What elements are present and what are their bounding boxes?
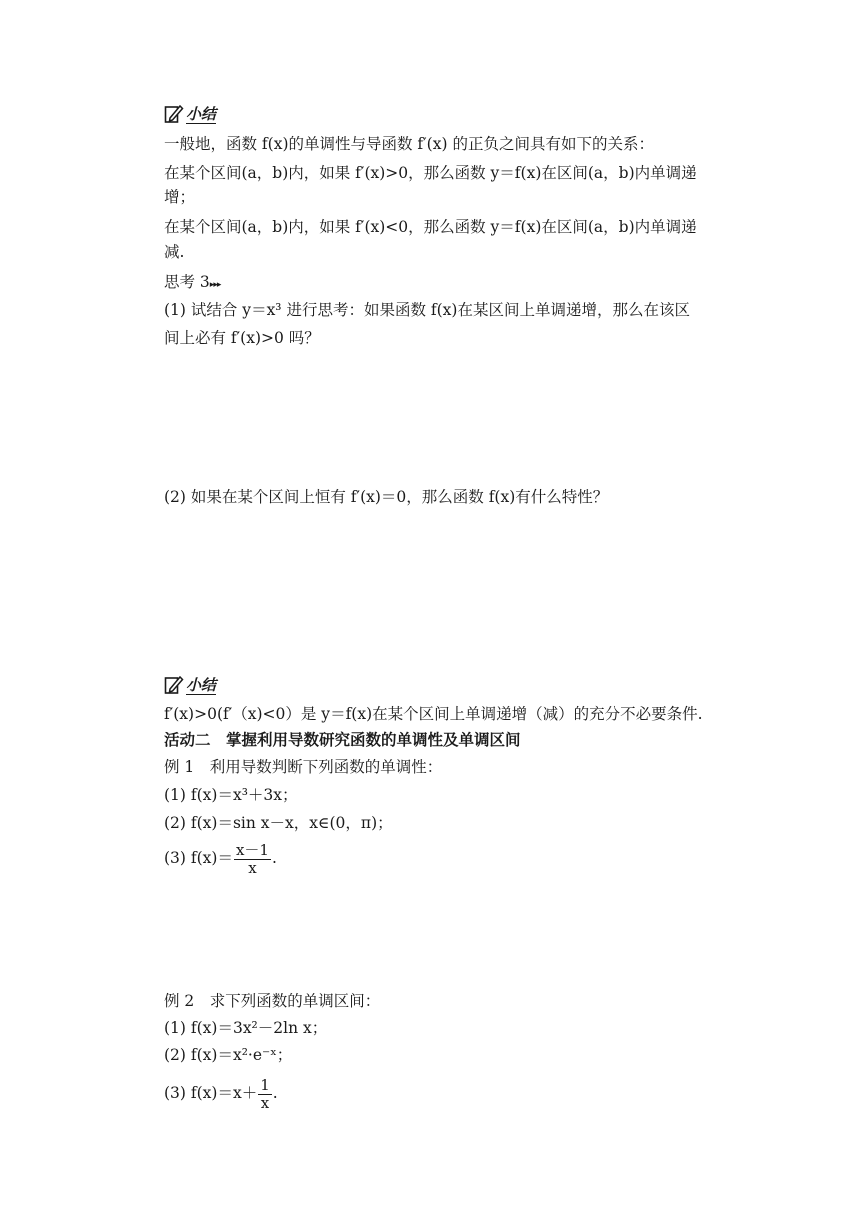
think-question-2: (2) 如果在某个区间上恒有 f′(x)＝0，那么函数 f(x)有什么特性？ [164, 488, 609, 506]
summary-line-4: 在某个区间(a，b)内，如果 f′(x)<0，那么函数 y＝f(x)在区间(a，b)内单调递 [164, 218, 697, 236]
example-1-item-3: (3) f(x)＝ $\frac{x-1}{x}$ . [164, 840, 277, 877]
example-2-item-3: (3) f(x)＝x＋ $\frac{1}{x}$ . [164, 1075, 278, 1112]
pencil-note-icon [164, 104, 184, 124]
arrow-icon: ▸▸▸ [209, 280, 221, 290]
example-1-item-2: (2) f(x)＝sin x－x，x∈(0，π)； [164, 814, 393, 832]
example-2-item-2: (2) f(x)＝x²·e⁻ˣ； [164, 1046, 293, 1064]
summary-tag [164, 104, 216, 124]
summary-line-5: 减. [164, 243, 185, 261]
summary-line-2: 在某个区间(a，b)内，如果 f′(x)>0，那么函数 y＝f(x)在区间(a，b)内单调递 [164, 164, 697, 182]
fraction: $\frac{x-1}{x}$ [235, 840, 269, 877]
example-1-title: 例 1 利用导数判断下列函数的单调性： [164, 758, 443, 776]
think-question-1-line-2: 间上必有 f′(x)>0 吗？ [164, 329, 320, 347]
think-title: 思考 3▸▸▸ [164, 273, 221, 291]
think-question-1-line-1: (1) 试结合 y＝x³ 进行思考：如果函数 f(x)在某区间上单调递增，那么在该区 [164, 301, 690, 319]
fraction: $\frac{1}{x}$ [260, 1075, 270, 1112]
summary-label-2: 小结 [186, 675, 217, 694]
example-1-item-1: (1) f(x)＝x³＋3x； [164, 786, 298, 804]
pencil-note-icon [164, 675, 184, 695]
summary-line-3: 增； [164, 188, 196, 206]
activity-heading: 活动二 掌握利用导数研究函数的单调性及单调区间 [164, 731, 521, 749]
summary-2-line: f′(x)>0(f′（x)<0）是 y＝f(x)在某个区间上单调递增（减）的充分不必要条件. [164, 705, 703, 723]
summary-label: 小结 [186, 104, 217, 123]
summary-line-1: 一般地，函数 f(x)的单调性与导函数 f′(x) 的正负之间具有如下的关系： [164, 135, 654, 153]
summary-tag-2 [164, 675, 216, 695]
example-2-item-1: (1) f(x)＝3x²－2ln x； [164, 1019, 328, 1037]
example-2-title: 例 2 求下列函数的单调区间： [164, 992, 381, 1010]
